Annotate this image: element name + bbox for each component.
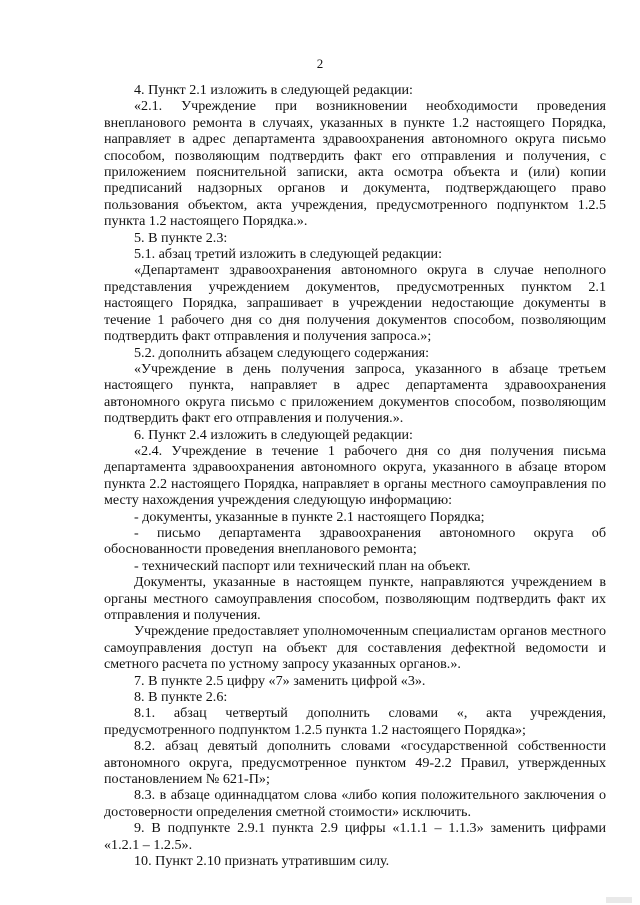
paragraph-item-8-1: 8.1. абзац четвертый дополнить словами «, акта учреждения, предусмотренного подпунктом 1.2.5 пункта 1.2 настоящего Порядка»;: [104, 705, 606, 738]
paragraph-item-5-2: 5.2. дополнить абзацем следующего содержания:: [134, 344, 430, 361]
paragraph-item-7: 7. В пункте 2.5 цифру «7» заменить цифрой «3».: [134, 672, 426, 689]
paragraph-access: Учреждение предоставляет уполномоченным специалистам органов местного самоуправления доступ на объект для составления дефектной ведомости и сметного расчета по устному запросу указанных органов.».: [104, 623, 606, 673]
paragraph-item-4: 4. Пункт 2.1 изложить в следующей редакции:: [134, 82, 413, 98]
paragraph-documents-sent: Документы, указанные в настоящем пункте, направляются учреждением в органы местного самоуправления способом, позволяющим подтвердить факт их отправления и получения.: [104, 574, 606, 623]
paragraph-quote-department: «Департамент здравоохранения автономного округа в случае неполного представления учреждением документов, предусмотренных пунктом 2.1 настоящего Порядка, запрашивает в учреждении недостающие документы в течение 1 рабочего дня со дня получения документов способом, позволяющим подтвердить факт отправления и получения запроса.»;: [104, 262, 606, 345]
paragraph-item-9: 9. В подпункте 2.9.1 пункта 2.9 цифры «1.1.1 – 1.1.3» заменить цифрами «1.2.1 – 1.2.5».: [104, 820, 606, 853]
paragraph-quote-2-4: «2.4. Учреждение в течение 1 рабочего дня со дня получения письма департамента здравоохранения автономного округа, указанного в абзаце втором пункта 2.2 настоящего Порядка, направляет в органы местного самоуправления по месту нахождения учреждения следующую информацию:: [104, 442, 606, 509]
paragraph-quote-2-1: «2.1. Учреждение при возникновении необходимости проведения внепланового ремонта в случаях, указанных в пункте 1.2 настоящего Порядка, направляет в адрес департамента здравоохранения автономного округа письмо способом, позволяющим подтвердить факт его отправления и получения, с приложением пояснительной записки, акта осмотра объекта и (или) копии предписаний надзорных органов и документа, подтверждающего право пользования объектом, акта учреждения, предусмотренного подпунктом 1.2.5 пункта 1.2 настоящего Порядка.».: [104, 98, 606, 230]
paragraph-item-8-2: 8.2. абзац девятый дополнить словами «государственной собственности автономного округа, предусмотренное пунктом 49-2.2 Правил, утвержденных постановлением № 621-П»;: [104, 738, 606, 788]
paragraph-list-documents: - документы, указанные в пункте 2.1 настоящего Порядка;: [134, 508, 485, 525]
paragraph-quote-institution: «Учреждение в день получения запроса, указанного в абзаце третьем настоящего пункта, направляет в адрес департамента здравоохранения автономного округа письмо с приложением документов способом, позволяющим подтвердить факт его отправления и получения.».: [104, 360, 606, 427]
page-number: 2: [316, 56, 324, 71]
paragraph-item-6: 6. Пункт 2.4 изложить в следующей редакции:: [134, 426, 413, 443]
scan-corner-mark: [606, 897, 632, 903]
paragraph-item-8: 8. В пункте 2.6:: [134, 689, 228, 706]
paragraph-item-10: 10. Пункт 2.10 признать утратившим силу.: [134, 853, 390, 870]
paragraph-item-5-1: 5.1. абзац третий изложить в следующей редакции:: [134, 246, 442, 263]
document-body: [104, 82, 606, 870]
paragraph-item-5: 5. В пункте 2.3:: [134, 229, 228, 246]
paragraph-item-8-3: 8.3. в абзаце одиннадцатом слова «либо копия положительного заключения о достоверности определения сметной стоимости» исключить.: [104, 787, 606, 820]
paragraph-list-passport: - технический паспорт или технический план на объект.: [134, 557, 471, 574]
paragraph-list-letter: - письмо департамента здравоохранения автономного округа об обоснованности проведения внепланового ремонта;: [104, 524, 606, 558]
